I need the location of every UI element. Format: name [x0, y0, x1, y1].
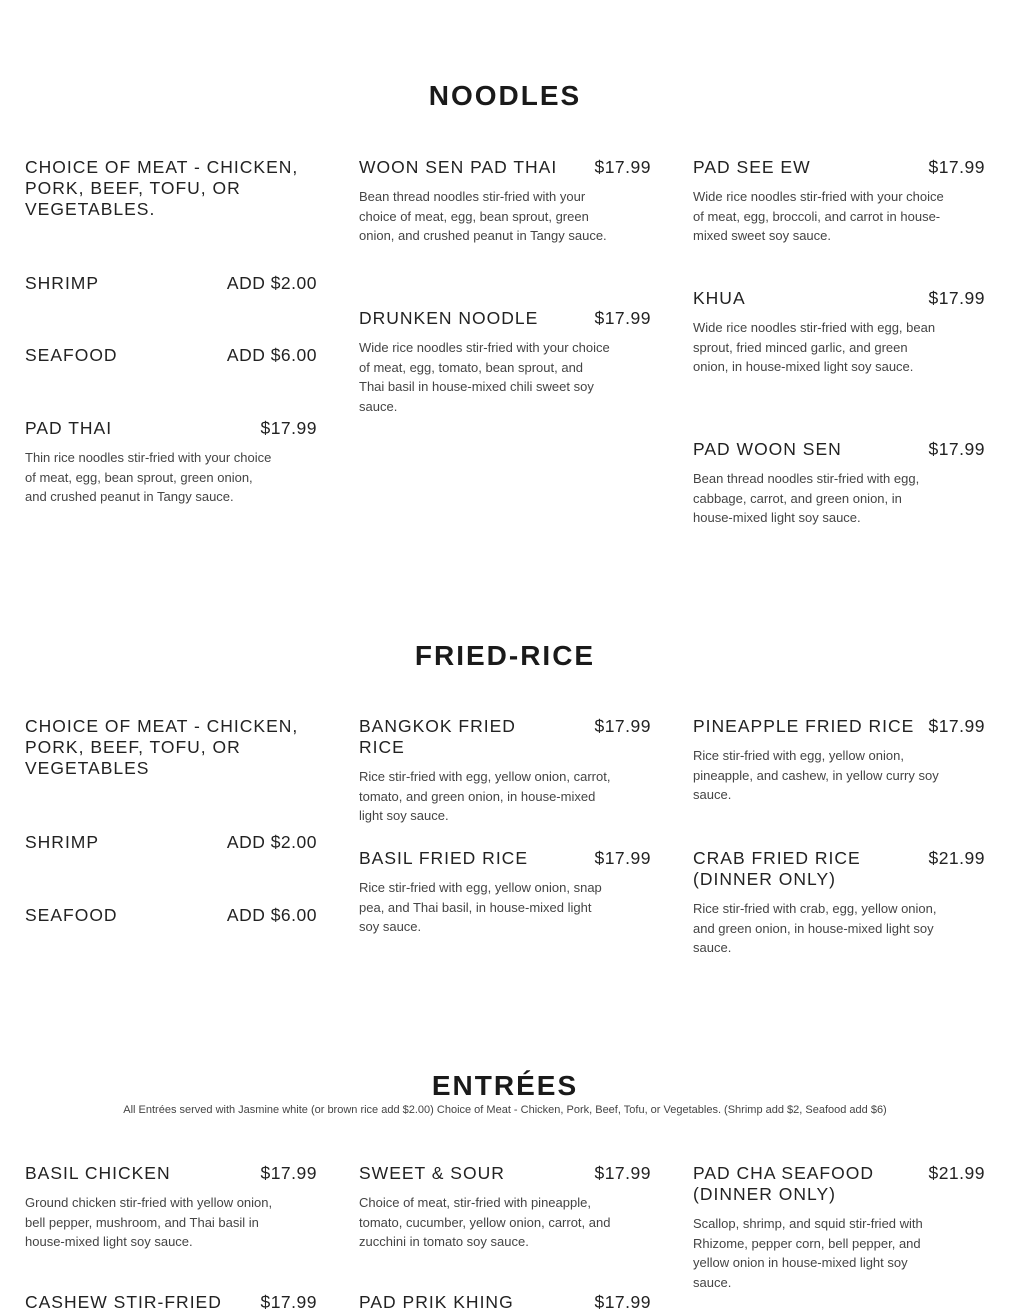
- item-price: $17.99: [594, 308, 651, 328]
- item-name: BASIL CHICKEN: [25, 1163, 171, 1183]
- item-price: $17.99: [928, 157, 985, 177]
- menu-item-cashew-stir-fried: [25, 1292, 317, 1309]
- item-price: ADD $2.00: [226, 273, 317, 293]
- fried-rice-shrimp: [25, 832, 317, 853]
- item-description: Wide rice noodles stir-fried with your choice of meat, egg, broccoli, and carrot in house-mixed sweet soy sauce.: [693, 189, 944, 243]
- item-description: Scallop, shrimp, and squid stir-fried with Rhizome, pepper corn, bell pepper, and yellow onion in house-mixed light soy sauce.: [693, 1216, 923, 1290]
- item-name: WOON SEN PAD THAI: [359, 157, 558, 177]
- item-name: PINEAPPLE FRIED RICE: [693, 716, 915, 736]
- item-name: PAD CHA SEAFOOD (DINNER ONLY): [693, 1163, 874, 1204]
- item-name: BANGKOK FRIED RICE: [359, 716, 516, 757]
- noodles-seafood: [25, 345, 317, 366]
- menu-item-bangkok-fried-rice: [359, 716, 651, 826]
- item-price: $17.99: [594, 1163, 651, 1183]
- menu-item-drunken-noodle: [359, 308, 651, 416]
- fried-rice-choice-text: CHOICE OF MEAT - CHICKEN, PORK, BEEF, TOFU, OR VEGETABLES: [25, 716, 299, 778]
- menu-item-pineapple-fried-rice: [693, 716, 985, 805]
- menu-item-crab-fried-rice: [693, 848, 985, 958]
- item-name: CASHEW STIR-FRIED: [25, 1292, 222, 1309]
- item-price: $17.99: [260, 418, 317, 438]
- item-name: CRAB FRIED RICE (DINNER ONLY): [693, 848, 861, 889]
- item-price: $17.99: [928, 716, 985, 736]
- item-description: Rice stir-fried with crab, egg, yellow onion, and green onion, in house-mixed light soy sauce.: [693, 901, 937, 955]
- item-price: $17.99: [594, 1292, 651, 1309]
- item-name: PAD THAI: [25, 418, 113, 438]
- item-name: PAD WOON SEN: [693, 439, 842, 459]
- item-name: SEAFOOD: [25, 345, 118, 365]
- menu-item-pad-thai: [25, 418, 317, 507]
- menu-item-pad-prik-khing: [359, 1292, 651, 1309]
- item-description: Ground chicken stir-fried with yellow onion, bell pepper, mushroom, and Thai basil in house-mixed light soy sauce.: [25, 1195, 273, 1249]
- menu-item-basil-fried-rice: [359, 848, 651, 937]
- entrees-title: ENTRÉES: [431, 1070, 579, 1101]
- item-description: Wide rice noodles stir-fried with egg, bean sprout, fried minced garlic, and green onion, in house-mixed light soy sauce.: [693, 320, 936, 374]
- item-price: $17.99: [594, 848, 651, 868]
- item-name: PAD PRIK KHING: [359, 1292, 514, 1309]
- item-price: $17.99: [928, 439, 985, 459]
- entrees-note: All Entrées served with Jasmine white (or brown rice add $2.00) Choice of Meat - Chicken, Pork, Beef, Tofu, or Vegetables. (Shrimp add $2, Seafood add $6): [123, 1104, 887, 1116]
- item-description: Bean thread noodles stir-fried with egg, cabbage, carrot, and green onion, in house-mixed light soy sauce.: [693, 471, 920, 525]
- item-name: SEAFOOD: [25, 905, 118, 925]
- item-price: $17.99: [594, 157, 651, 177]
- fried-rice-title: FRIED-RICE: [414, 640, 596, 671]
- menu-item-pad-see-ew: [693, 157, 985, 246]
- item-price: ADD $6.00: [226, 345, 317, 365]
- item-price: $17.99: [260, 1163, 317, 1183]
- noodles-choice-text: CHOICE OF MEAT - CHICKEN, PORK, BEEF, TOFU, OR VEGETABLES.: [25, 157, 299, 219]
- item-description: Rice stir-fried with egg, yellow onion, carrot, tomato, and green onion, in house-mixed light soy sauce.: [359, 769, 611, 823]
- item-price: $21.99: [928, 848, 985, 868]
- noodles-shrimp: [25, 273, 317, 294]
- noodles-choice: [25, 157, 317, 220]
- item-price: ADD $6.00: [226, 905, 317, 925]
- item-name: BASIL FRIED RICE: [359, 848, 528, 868]
- item-price: $17.99: [260, 1292, 317, 1309]
- item-description: Thin rice noodles stir-fried with your choice of meat, egg, bean sprout, green onion, and crushed peanut in Tangy sauce.: [25, 450, 272, 504]
- item-description: Wide rice noodles stir-fried with your choice of meat, egg, tomato, bean sprout, and Thai basil in house-mixed chili sweet soy sauce.: [359, 340, 610, 414]
- menu-item-woon-sen-pad-thai: [359, 157, 651, 246]
- menu-item-pad-woon-sen: [693, 439, 985, 528]
- item-price: $17.99: [594, 716, 651, 736]
- menu-item-pad-cha-seafood: [693, 1163, 985, 1292]
- noodles-title: NOODLES: [428, 80, 582, 111]
- item-description: Rice stir-fried with egg, yellow onion, snap pea, and Thai basil, in house-mixed light soy sauce.: [359, 880, 602, 934]
- item-price: $17.99: [928, 288, 985, 308]
- menu-item-sweet-and-sour: [359, 1163, 651, 1252]
- item-price: $21.99: [928, 1163, 985, 1183]
- fried-rice-choice: [25, 716, 317, 779]
- item-name: SWEET & SOUR: [359, 1163, 505, 1183]
- item-name: PAD SEE EW: [693, 157, 811, 177]
- item-price: ADD $2.00: [226, 832, 317, 852]
- item-description: Choice of meat, stir-fried with pineapple, tomato, cucumber, yellow onion, carrot, and zucchini in tomato soy sauce.: [359, 1195, 611, 1249]
- item-name: DRUNKEN NOODLE: [359, 308, 539, 328]
- item-name: SHRIMP: [25, 273, 100, 293]
- item-name: SHRIMP: [25, 832, 100, 852]
- item-description: Rice stir-fried with egg, yellow onion, pineapple, and cashew, in yellow curry soy sauce.: [693, 748, 939, 802]
- menu-item-khua: [693, 288, 985, 377]
- item-name: KHUA: [693, 288, 746, 308]
- menu-item-basil-chicken: [25, 1163, 317, 1252]
- item-description: Bean thread noodles stir-fried with your choice of meat, egg, bean sprout, green onion, and crushed peanut in Tangy sauce.: [359, 189, 607, 243]
- fried-rice-seafood: [25, 905, 317, 926]
